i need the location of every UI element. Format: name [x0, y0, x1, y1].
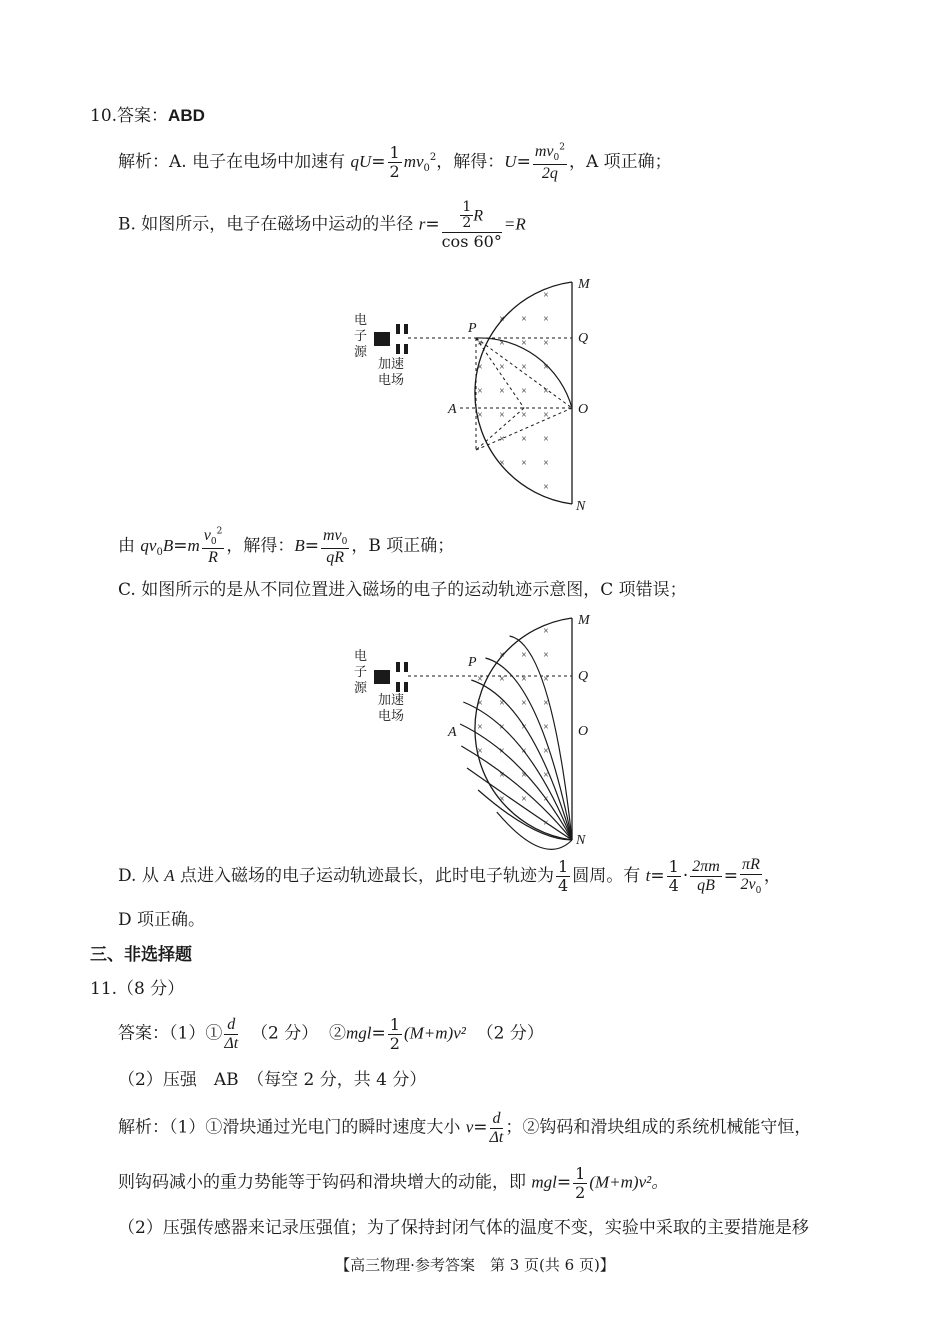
fig2-field-mark: ×	[521, 722, 527, 733]
fig1-field-mark: ×	[521, 362, 527, 373]
q10-c-line: C. 如图所示的是从不同位置进入磁场的电子的运动轨迹示意图，C 项错误；	[118, 580, 687, 600]
fig1-point-n: N	[576, 499, 586, 514]
q10-a-frac-half: $\frac{1}{2}$	[389, 143, 400, 181]
fig1-source-label-2: 子	[354, 329, 368, 344]
fig2-field-mark: ×	[499, 746, 505, 757]
fig1-field-mark: ×	[477, 338, 483, 349]
fig2-field-mark: ×	[543, 650, 549, 661]
fig2-field-mark: ×	[499, 674, 505, 685]
fig2-point-a: A	[448, 725, 457, 740]
fig1-field-mark: ×	[543, 290, 549, 301]
fig1-point-o: O	[578, 402, 589, 417]
q10-d-frac-quarter: $\frac{1}{4}$	[558, 857, 569, 895]
fig2-field-mark: ×	[543, 698, 549, 709]
fig1-field-mark: ×	[543, 458, 549, 469]
fig2-field-mark: ×	[543, 818, 549, 829]
section-3-title: 三、非选择题	[90, 945, 192, 965]
fig2-source-label-2: 子	[354, 665, 368, 680]
fig1-field-mark: ×	[499, 362, 505, 373]
fig1-point-m: M	[578, 277, 590, 292]
q11-heading: 11.（8 分）	[90, 979, 185, 999]
q10-d-line2: D 项正确。	[118, 910, 206, 930]
figure-2-diagram	[340, 608, 610, 853]
fig2-field-mark: ×	[543, 794, 549, 805]
q10-heading	[90, 106, 205, 126]
q10-a-line: 解析：A. 电子在电场中加速有 qU= $\frac{1}{2}$ $mv_0^2$，解得：U= $\frac{mv_0^2}{2q}$ ，A 项正确；	[118, 142, 672, 183]
fig1-source-label-1: 电	[354, 313, 368, 328]
fig1-field-mark: ×	[521, 434, 527, 445]
fig1-field-mark: ×	[543, 434, 549, 445]
fig2-field-mark: ×	[521, 674, 527, 685]
fig2-field-mark: ×	[543, 722, 549, 733]
q10-b-suffix: =R	[503, 214, 526, 234]
fig2-field-mark: ×	[521, 650, 527, 661]
fig2-trajectories	[460, 636, 572, 849]
fig2-field-mark: ×	[477, 722, 483, 733]
fig2-accel-label-1: 加速	[378, 693, 405, 708]
fig2-field-mark: ×	[477, 746, 483, 757]
fig2-electron-source-icon	[374, 670, 390, 684]
q10-answer: ABD	[168, 106, 205, 125]
q10-b2-frac1: $\frac{v_0^2}{R}$	[203, 526, 223, 567]
fig1-field-mark: ×	[521, 338, 527, 349]
fig2-point-o: O	[578, 724, 589, 739]
q10-a-lhs: qU	[350, 151, 372, 171]
fig2-field-mark: ×	[499, 794, 505, 805]
fig2-field-mark: ×	[499, 770, 505, 781]
q10-a-eq: =	[371, 151, 386, 172]
fig1-field-mark: ×	[499, 338, 505, 349]
fig1-field-mark: ×	[543, 482, 549, 493]
q10-a-frac-u: $\frac{mv_0^2}{2q}$	[534, 142, 565, 183]
fig1-field-mark: ×	[543, 338, 549, 349]
q10-b2-line: 由 $qv_0B=m$ $\frac{v_0^2}{R}$ ，解得：B= $\frac{mv_0}{qR}$ ，B 项正确；	[118, 526, 455, 567]
q10-b2-frac2: $\frac{mv_0}{qR}$	[322, 527, 348, 567]
fig1-field-mark: ×	[477, 386, 483, 397]
q10-answer-label: 答案：	[117, 106, 169, 126]
fig2-field-mark: ×	[543, 626, 549, 637]
fig2-field-mark: ×	[477, 674, 483, 685]
fig1-field-mark: ×	[521, 314, 527, 325]
q10-a-mv: mv	[403, 151, 424, 171]
fig1-field-mark: ×	[543, 410, 549, 421]
fig2-field-mark: ×	[543, 746, 549, 757]
fig2-field-mark: ×	[521, 794, 527, 805]
fig1-accel-label-1: 加速	[378, 357, 405, 372]
q10-b-line: B. 如图所示，电子在磁场中运动的半径 r= $\frac{1}{2}$ R cos 60° =R	[118, 199, 526, 251]
fig2-point-m: M	[578, 613, 590, 628]
fig2-trajectory-arc	[497, 812, 572, 849]
q11-answer2-line: （2）压强 AB （每空 2 分，共 4 分）	[118, 1070, 427, 1090]
fig1-plate-icon	[396, 324, 400, 334]
fig1-field-mark: ×	[499, 386, 505, 397]
fig1-point-p: P	[468, 321, 477, 336]
q10-b-frac: $\frac{1}{2}$ R cos 60°	[441, 199, 502, 251]
fig1-field-mark: ×	[499, 410, 505, 421]
fig1-field-mark: ×	[543, 386, 549, 397]
fig1-field-mark: ×	[543, 314, 549, 325]
fig1-field-mark: ×	[499, 314, 505, 325]
fig2-field-mark: ×	[543, 674, 549, 685]
fig1-field-mark: ×	[499, 458, 505, 469]
fig1-field-mark: ×	[543, 362, 549, 373]
q11-explain-line3: （2）压强传感器来记录压强值；为了保持封闭气体的温度不变，实验中采取的主要措施是移	[118, 1218, 809, 1238]
q11-explain-line2: 则钩码减小的重力势能等于钩码和滑块增大的动能，即 mgl= $\frac{1}{2}$ (M+m)v²。	[118, 1164, 669, 1202]
fig2-plate-icon	[396, 662, 400, 672]
fig2-field-mark: ×	[477, 698, 483, 709]
fig2-field-mark: ×	[499, 722, 505, 733]
fig1-field-mark: ×	[521, 410, 527, 421]
fig1-source-label-3: 源	[354, 345, 368, 360]
fig2-field-mark: ×	[499, 650, 505, 661]
fig1-field-mark: ×	[521, 386, 527, 397]
fig1-field-mark: ×	[499, 434, 505, 445]
fig1-field-mark: ×	[477, 410, 483, 421]
fig2-field-mark: ×	[521, 746, 527, 757]
q11-frac-d-dt: $\frac{d}{\Delta t}$	[224, 1016, 239, 1052]
fig1-field-mark: ×	[477, 362, 483, 373]
fig1-point-q: Q	[578, 331, 589, 346]
fig2-field-mark: ×	[543, 770, 549, 781]
fig2-trajectory-arc	[461, 746, 572, 840]
fig2-field-mark: ×	[499, 698, 505, 709]
q10-d-line: D. 从 A 点进入磁场的电子运动轨迹最长，此时电子轨迹为 $\frac{1}{4}$ 圆周。有 t= $\frac{1}{4}$ · $\frac{2\pi m}{qB}$ = $\frac{\pi R}{2v_0}$ ，	[118, 856, 781, 896]
fig2-field-mark: ×	[521, 698, 527, 709]
fig2-accel-label-2: 电场	[378, 709, 405, 724]
q11-answer-line: 答案：（1）① $\frac{d}{\Delta t}$ （2 分） ②mgl= $\frac{1}{2}$ (M+m)v² （2 分）	[118, 1015, 544, 1053]
fig1-electron-source-icon	[374, 332, 390, 346]
fig2-source-label-1: 电	[354, 649, 368, 664]
q10-number: 10.	[90, 106, 118, 126]
fig2-source-label-3: 源	[354, 681, 368, 696]
fig1-point-a: A	[448, 402, 457, 417]
q10-a-prefix: 解析：A. 电子在电场中加速有	[118, 151, 351, 172]
fig2-point-q: Q	[578, 669, 589, 684]
fig2-point-n: N	[576, 833, 586, 848]
figure-1-diagram	[340, 272, 610, 517]
q11-explain-line1: 解析：（1）①滑块通过光电门的瞬时速度大小 v= $\frac{d}{\Delta t}$ ；②钩码和滑块组成的系统机械能守恒，	[118, 1110, 812, 1146]
fig2-field-mark: ×	[521, 770, 527, 781]
q10-b-prefix: B. 如图所示，电子在磁场中运动的半径	[118, 214, 419, 235]
fig2-point-p: P	[468, 655, 477, 670]
fig1-field-mark: ×	[521, 458, 527, 469]
fig1-field-marks	[477, 290, 549, 493]
page-footer: 【高三物理·参考答案 第 3 页(共 6 页)】	[335, 1256, 615, 1274]
q10-a-suffix: ，A 项正确；	[568, 151, 672, 172]
fig1-accel-label-2: 电场	[378, 373, 405, 388]
q10-a-mid: ，解得：	[436, 151, 505, 172]
